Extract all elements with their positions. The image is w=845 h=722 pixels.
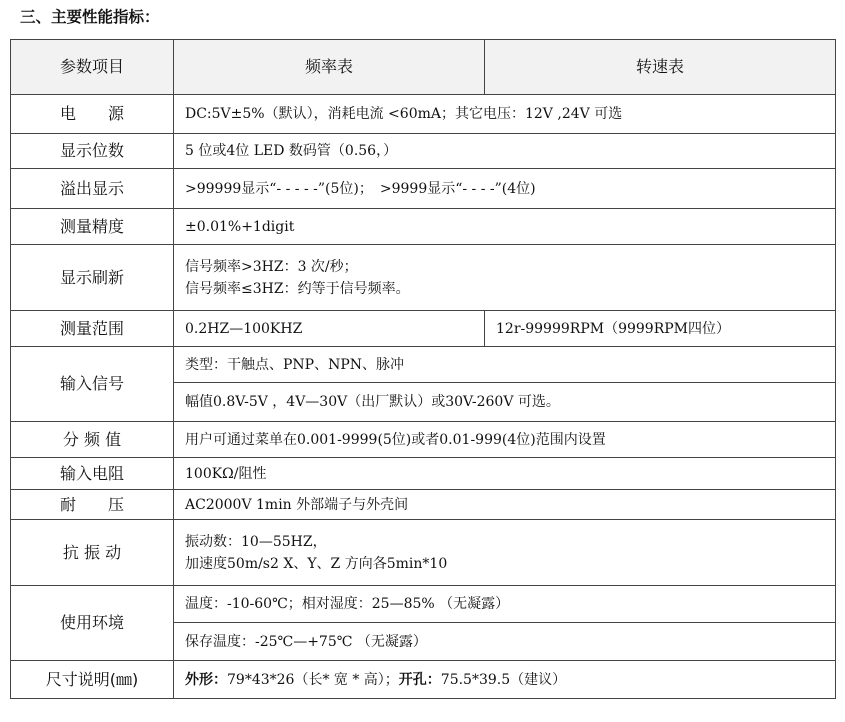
row-refresh [11, 245, 836, 311]
header-frequency-meter: 频率表 [174, 40, 485, 95]
row-label: 输入电阻 [11, 458, 174, 490]
row-value: 保存温度：-25℃—+75℃ （无凝露） [174, 623, 836, 661]
row-input-type [11, 347, 836, 383]
row-value: >99999显示“- - - - -”(5位)； >9999显示“- - - -”(4位) [174, 169, 836, 209]
row-size [11, 661, 836, 699]
row-label: 输入信号 [11, 347, 174, 422]
row-divide [11, 422, 836, 458]
row-value: 温度：-10-60℃；相对湿度：25—85% （无凝露） [174, 586, 836, 623]
row-label: 尺寸说明(㎜) [11, 661, 174, 699]
row-label: 使用环境 [11, 586, 174, 661]
row-label: 溢出显示 [11, 169, 174, 209]
row-label: 测量精度 [11, 209, 174, 245]
row-value: ±0.01%+1digit [174, 209, 836, 245]
section-title: 三、主要性能指标： [20, 8, 160, 26]
outline-label: 外形： [185, 671, 227, 688]
row-value-line: 加速度50m/s2 X、Y、Z 方向各5min*10 [185, 555, 448, 572]
cutout-label: 开孔： [398, 671, 441, 688]
row-overflow [11, 169, 836, 209]
row-power [11, 95, 836, 134]
row-label: 分 频 值 [11, 422, 174, 458]
row-value [174, 661, 836, 699]
row-value-line: 信号频率≤3HZ：约等于信号频率。 [185, 280, 410, 297]
header-param: 参数项目 [11, 40, 174, 95]
table-header-row [11, 40, 836, 95]
row-value [174, 520, 836, 586]
row-display-digits [11, 134, 836, 169]
row-value: DC:5V±5%（默认），消耗电流 <60mA；其它电压：12V ,24V 可选 [174, 95, 836, 134]
range-speed: 12r-99999RPM（9999RPM四位） [485, 311, 836, 347]
row-accuracy [11, 209, 836, 245]
row-label: 抗 振 动 [11, 520, 174, 586]
row-label: 显示位数 [11, 134, 174, 169]
outline-value: 79*43*26（长* 宽 * 高）； [227, 671, 399, 688]
row-resistance [11, 458, 836, 490]
row-value: AC2000V 1min 外部端子与外壳间 [174, 490, 836, 520]
spec-table [10, 39, 836, 699]
cutout-value: 75.5*39.5（建议） [440, 671, 567, 688]
row-label: 电 源 [11, 95, 174, 134]
row-environment-operating [11, 586, 836, 623]
row-value: 用户可通过菜单在0.001-9999(5位)或者0.01-999(4位)范围内设置 [174, 422, 836, 458]
row-label: 耐 压 [11, 490, 174, 520]
row-value: 幅值0.8V-5V ，4V—30V（出厂默认）或30V-260V 可选。 [174, 383, 836, 422]
row-label: 显示刷新 [11, 245, 174, 311]
row-value: 100KΩ/阻性 [174, 458, 836, 490]
row-withstand [11, 490, 836, 520]
row-value: 类型：干触点、PNP、NPN、脉冲 [174, 347, 836, 383]
row-label: 测量范围 [11, 311, 174, 347]
row-value [174, 245, 836, 311]
row-range [11, 311, 836, 347]
row-value: 5 位或4位 LED 数码管（0.56，） [174, 134, 836, 169]
range-frequency: 0.2HZ—100KHZ [174, 311, 485, 347]
row-value-line: 振动数：10—55HZ， [185, 533, 327, 550]
header-tachometer: 转速表 [485, 40, 836, 95]
row-vibration [11, 520, 836, 586]
row-value-line: 信号频率>3HZ：3 次/秒； [185, 258, 358, 275]
